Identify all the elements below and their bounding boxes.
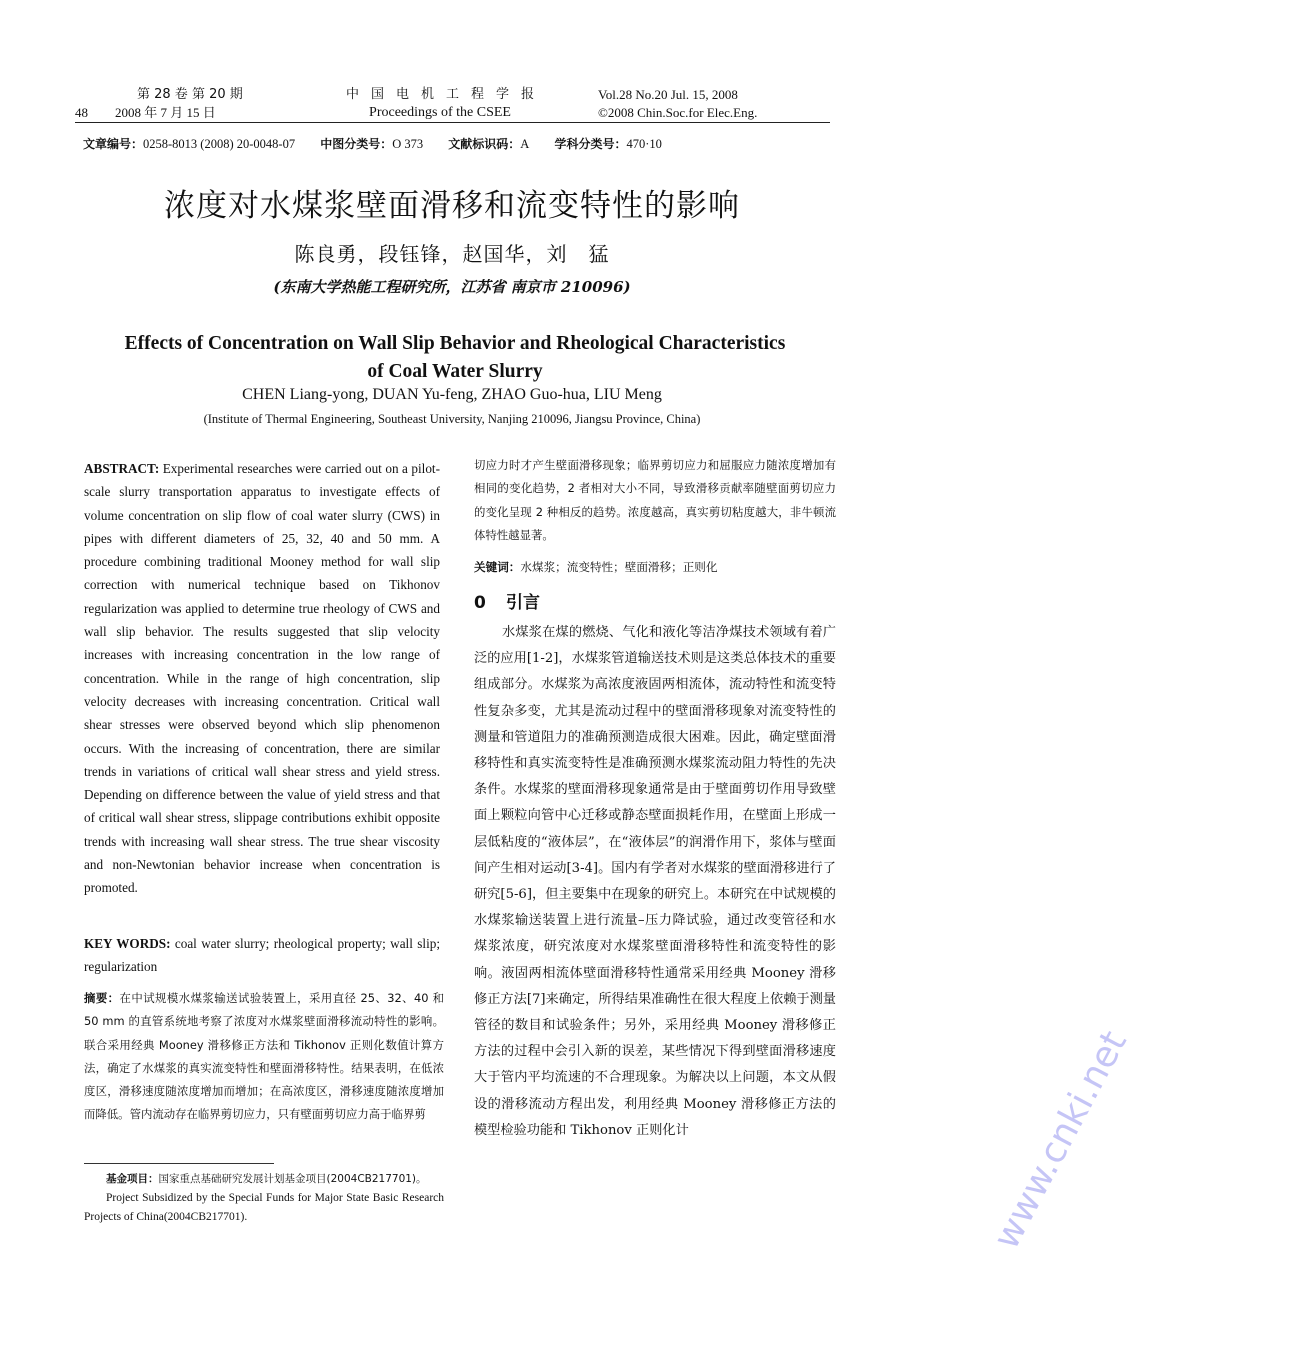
abstract-en	[84, 457, 440, 900]
authors-cn: 陈良勇，段钰锋，赵国华，刘 猛	[294, 242, 610, 266]
page-number: 48	[75, 105, 88, 120]
volume-issue-cn: 第 28 卷 第 20 期	[137, 87, 243, 102]
affiliation-en: (Institute of Thermal Engineering, Southeast University, Nanjing 210096, Jiangsu Province, China)	[203, 412, 701, 426]
article-meta	[83, 135, 843, 152]
clc-value: O 373	[392, 137, 424, 151]
journal-name-cn: 中国电机工程学报	[345, 87, 546, 102]
running-header-right	[598, 86, 798, 122]
keywords-en-text: coal water slurry; rheological property; wall slip; regularization	[84, 936, 441, 974]
subject-label: 学科分类号：	[554, 137, 627, 151]
header-rule	[75, 122, 830, 123]
funding-cn-text: 国家重点基础研究发展计划基金项目(2004CB217701)。	[158, 1173, 427, 1185]
abstract-cn-label: 摘要：	[84, 991, 120, 1005]
section-heading	[474, 588, 774, 613]
abstract-text: Experimental researches were carried out on a pilot-scale slurry transportation apparatus to investigate effects of volume concentration on slip flow of coal water slurry (CWS) in pipes with different diameters of 25, 32, 40 and 50 mm. A procedure combining traditional Mooney method for wall slip correction with numerical technique based on Tikhonov regularization was applied to determine true rheology of CWS and wall slip behavior. The results suggested that slip velocity increases with increasing concentration in the low range of concentration. While in the range of high concentration, slip velocity decreases with increasing concentration. Critical wall shear stresses were observed beyond which slip phenomenon occurs. With the increasing of concentration, there are similar trends in variations of critical wall shear stress and yield stress. Depending on difference between the value of yield stress and that of critical wall shear stress, slippage contributions exhibit opposite trends with increasing wall shear stress. The true shear viscosity and non-Newtonian behavior increase when concentration is promoted.	[84, 461, 440, 896]
watermark-text: www.cnki.net	[985, 1024, 1135, 1256]
copyright: ©2008 Chin.Soc.for Elec.Eng.	[598, 105, 758, 120]
abstract-cn-text: 在中试规模水煤浆输送试验装置上，采用直径 25、32、40 和 50 mm 的直管系统地考察了浓度对水煤浆壁面滑移流动特性的影响。联合采用经典 Mooney 滑移修正方法和 Tikhonov 正则化数值计算方法，确定了水煤浆的真实流变特性和壁面滑移特性。结果表明，在低浓度区，滑移速度随浓度增加而增加；在高浓度区，滑移速度随浓度增加而降低。管内流动存在临界剪切应力，只有壁面剪切应力高于临界剪	[84, 991, 444, 1122]
paper-title-cn: 浓度对水煤浆壁面滑移和流变特性的影响	[164, 188, 740, 224]
abstract-cn-continued: 切应力时才产生壁面滑移现象；临界剪切应力和屈服应力随浓度增加有相同的变化趋势，2 者相对大小不同，导致滑移贡献率随壁面剪切应力的变化呈现 2 种相反的趋势。浓度越高，真实剪切粘度越大，非牛顿流体特性越显著。	[474, 458, 836, 542]
paper-title-en: Effects of Concentration on Wall Slip Behavior and Rheological Characteristics of Coal Water Slurry	[124, 333, 786, 382]
date-cn: 2008 年 7 月 15 日	[115, 105, 216, 120]
funding-footnote	[84, 1170, 444, 1227]
funding-en-text: Project Subsidized by the Special Funds for Major State Basic Research Projects of China(2004CB217701).	[84, 1192, 444, 1223]
section-number: 0	[474, 593, 486, 613]
keywords-cn-text: 水煤浆；流变特性；壁面滑移；正则化	[520, 560, 718, 574]
keywords-cn-label: 关键词：	[474, 560, 521, 574]
running-header-left	[75, 86, 275, 122]
footnote-rule	[84, 1163, 274, 1164]
running-header-center	[320, 86, 560, 122]
keywords-cn	[474, 556, 836, 578]
authors-en: CHEN Liang-yong, DUAN Yu-feng, ZHAO Guo-hua, LIU Meng	[242, 386, 662, 403]
affiliation-cn: (东南大学热能工程研究所，江苏省 南京市 210096)	[273, 278, 631, 296]
funding-cn-label: 基金项目：	[106, 1173, 159, 1185]
section-title: 引言	[506, 593, 540, 613]
introduction-paragraph: 水煤浆在煤的燃烧、气化和液化等洁净煤技术领域有着广泛的应用[1-2]，水煤浆管道输送技术则是这类总体技术的重要组成部分。水煤浆为高浓度液固两相流体，流动特性和流变特性复杂多变，尤其是流动过程中的壁面滑移现象对流变特性的测量和管道阻力的准确预测造成很大困难。因此，确定壁面滑移特性和真实流变特性是准确预测水煤浆流动阻力特性的先决条件。水煤浆的壁面滑移现象通常是由于壁面剪切作用导致壁面上颗粒向管中心迁移或静态壁面损耗作用，在壁面上形成一层低粘度的“液体层”，在“液体层”的润滑作用下，浆体与壁面间产生相对运动[3-4]。国内有学者对水煤浆的壁面滑移进行了研究[5-6]，但主要集中在现象的研究上。本研究在中试规模的水煤浆输送装置上进行流量–压力降试验，通过改变管径和水煤浆浓度，研究浓度对水煤浆壁面滑移特性和流变特性的影响。液固两相流体壁面滑移特性通常采用经典 Mooney 滑移修正方法[7]来确定，所得结果准确性在很大程度上依赖于测量管径的数目和试验条件；另外，采用经典 Mooney 滑移修正方法的过程中会引入新的误差，某些情况下得到壁面滑移速度大于管内平均流速的不合理现象。为解决以上问题，本文从假设的滑移流动方程出发，利用经典 Mooney 滑移修正方法的模型检验功能和 Tikhonov 正则化计	[474, 625, 836, 1138]
volume-issue-en: Vol.28 No.20 Jul. 15, 2008	[598, 87, 738, 102]
clc-label: 中图分类号：	[320, 137, 393, 151]
abstract-cn	[84, 987, 444, 1127]
doc-code-label: 文献标识码：	[448, 137, 521, 151]
article-no-label: 文章编号：	[83, 137, 144, 151]
abstract-label: ABSTRACT:	[84, 461, 160, 476]
subject-code: 470·10	[626, 137, 662, 151]
article-no: 0258-8013 (2008) 20-0048-07	[143, 137, 296, 151]
keywords-en	[84, 932, 440, 978]
doc-code: A	[520, 137, 530, 151]
journal-name-en: Proceedings of the CSEE	[369, 105, 511, 120]
keywords-en-label: KEY WORDS:	[84, 936, 171, 951]
